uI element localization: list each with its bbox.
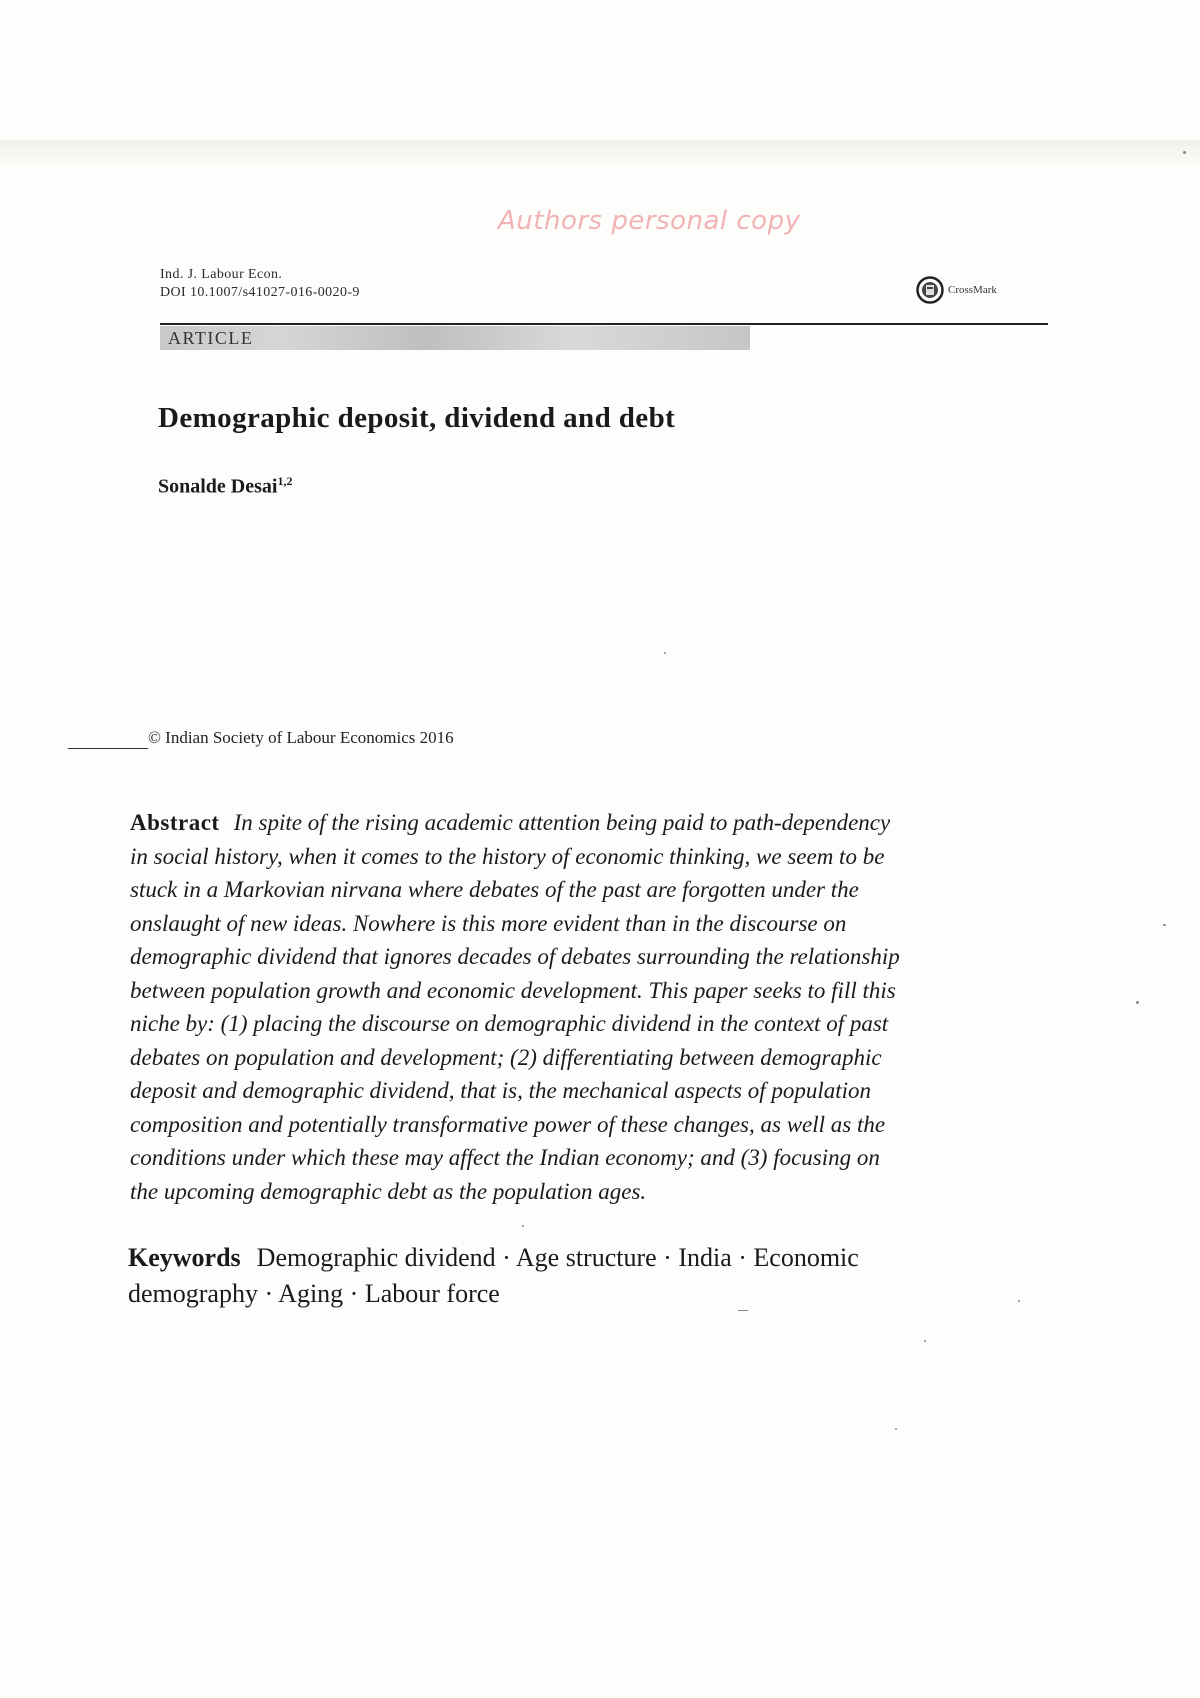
watermark: Authors personal copy <box>498 206 801 236</box>
abstract-text: In spite of the rising academic attention being paid to path-dependency <box>233 810 891 835</box>
abstract-line <box>130 806 1130 840</box>
scan-speck <box>1163 924 1166 926</box>
scan-speck <box>664 652 666 654</box>
crossmark-label: CrossMark <box>948 284 997 296</box>
abstract-heading: Abstract <box>130 810 220 835</box>
scan-speck <box>1136 1001 1139 1004</box>
crossmark-icon <box>916 276 944 304</box>
scan-speck <box>895 1428 897 1430</box>
keywords-heading: Keywords <box>128 1243 241 1272</box>
scan-speck <box>738 1310 748 1311</box>
abstract-line: composition and potentially transformative power of these changes, as well as the <box>130 1111 886 1137</box>
scan-speck <box>1018 1300 1020 1302</box>
author-affiliation-marks: 1,2 <box>277 474 293 488</box>
abstract-line: niche by: (1) placing the discourse on demographic dividend in the context of past <box>130 1011 889 1036</box>
abstract-line: debates on population and development; (2) differentiating between demographic <box>130 1044 882 1070</box>
abstract-line: deposit and demographic dividend, that is, the mechanical aspects of population <box>130 1078 872 1103</box>
abstract-line: stuck in a Markovian nirvana where debates of the past are forgotten under the <box>130 877 859 902</box>
scan-speck <box>1183 151 1186 154</box>
keywords <box>128 1240 1128 1312</box>
abstract-line: onslaught of new ideas. Nowhere is this more evident than in the discourse on <box>130 910 847 936</box>
header-rule <box>160 323 1048 325</box>
author <box>158 474 292 499</box>
abstract-line: demographic dividend that ignores decades of debates surrounding the relationship <box>130 944 900 969</box>
article-type-label: ARTICLE <box>168 328 254 348</box>
copyright-rule <box>68 748 148 749</box>
paper-title: Demographic deposit, dividend and debt <box>158 402 676 434</box>
abstract <box>130 806 1130 1208</box>
scan-speck <box>924 1340 926 1342</box>
abstract-line: in social history, when it comes to the history of economic thinking, we seem to be <box>130 843 885 869</box>
scan-edge-shadow <box>0 140 1200 168</box>
author-name: Sonalde Desai <box>158 475 278 498</box>
copyright-notice: © Indian Society of Labour Economics 2016 <box>148 728 454 747</box>
scan-speck <box>522 1225 524 1227</box>
abstract-line: the upcoming demographic debt as the population ages. <box>130 1178 647 1204</box>
keywords-line <box>128 1240 1128 1276</box>
keywords-list-part2: demography · Aging · Labour force <box>128 1279 500 1308</box>
journal-name: Ind. J. Labour Econ. <box>160 267 283 282</box>
keywords-list-part1: Demographic dividend · Age structure · India · Economic <box>256 1243 859 1272</box>
crossmark-badge[interactable] <box>916 276 997 304</box>
abstract-line: between population growth and economic development. This paper seeks to fill this <box>130 977 896 1003</box>
journal-doi: DOI 10.1007/s41027-016-0020-9 <box>160 285 360 300</box>
abstract-line: conditions under which these may affect the Indian economy; and (3) focusing on <box>130 1145 880 1170</box>
journal-info <box>160 266 360 302</box>
